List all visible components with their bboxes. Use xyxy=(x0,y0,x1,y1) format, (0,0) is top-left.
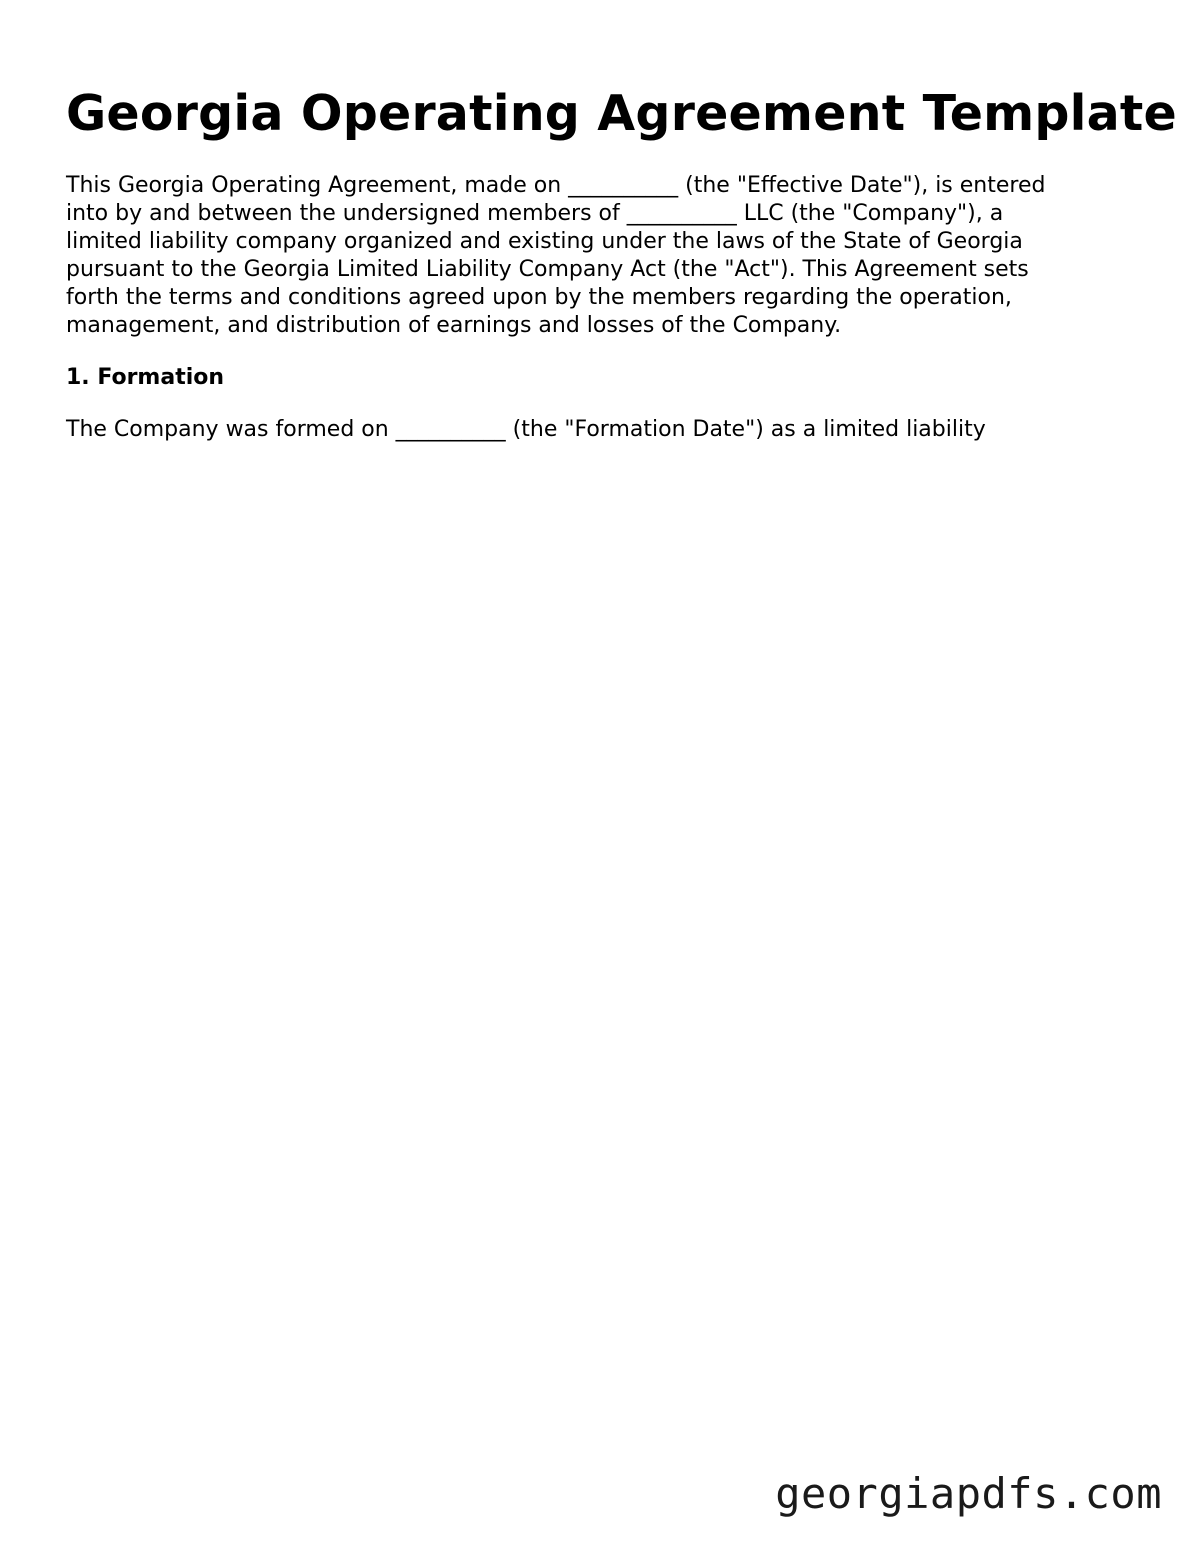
document-title: Georgia Operating Agreement Template xyxy=(66,85,1177,142)
site-watermark: georgiapdfs.com xyxy=(775,1469,1162,1518)
intro-line: limited liability company organized and existing under the laws of the State of Georgia xyxy=(66,229,1023,254)
intro-line: This Georgia Operating Agreement, made on __________ (the "Effective Date"), is entered xyxy=(66,173,1046,198)
intro-line: pursuant to the Georgia Limited Liability Company Act (the "Act"). This Agreement sets xyxy=(66,257,1029,282)
section-text-formation: The Company was formed on __________ (the "Formation Date") as a limited liability xyxy=(66,417,986,442)
intro-line: management, and distribution of earnings and losses of the Company. xyxy=(66,313,842,338)
intro-line: into by and between the undersigned members of __________ LLC (the "Company"), a xyxy=(66,201,1004,226)
intro-line: forth the terms and conditions agreed upon by the members regarding the operation, xyxy=(66,285,1012,310)
section-heading-formation: 1. Formation xyxy=(66,365,225,390)
intro-paragraph xyxy=(66,172,1146,340)
